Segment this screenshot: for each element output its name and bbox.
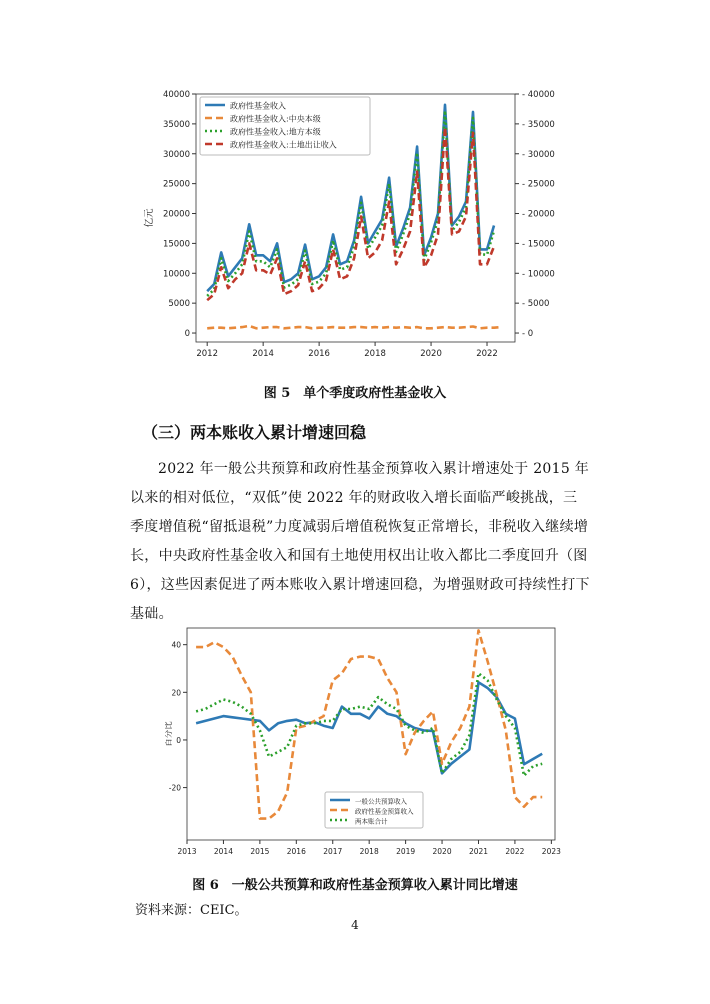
figure-6-caption: 图 6 一般公共预算和政府性基金预算收入累计同比增速 (192, 878, 518, 893)
figure-5-chart (140, 80, 560, 360)
x-tick-label: 2021 (468, 847, 489, 856)
x-tick-label: 2016 (286, 847, 306, 856)
x-tick-label: 2019 (396, 847, 416, 856)
y-tick-label: 10000 (162, 269, 190, 280)
x-tick-label: 2022 (476, 349, 498, 359)
body-paragraph: 2022 年一般公共预算和政府性基金预算收入累计增速处于 2015 年以来的相对低位，“双低”使 2022 年的财政收入增长面临严峻挑战，三季度增值税“留抵退税”力度减弱后增值税恢复正常增长，非税收入继续增长，中央政府性基金收入和国有土地使用权出让收入都比二季度回升（图 6），这些因素促进了两本账收入累计增速回稳，为增强财政可持续性打下基础。 (130, 461, 590, 622)
series-line-1 (196, 682, 542, 773)
y2-tick-label: - 40000 (522, 90, 555, 100)
x-tick-label: 2016 (308, 349, 330, 359)
y2-tick-label: - 5000 (522, 299, 550, 310)
series-line-2 (196, 630, 542, 818)
y-tick-label: 35000 (162, 119, 190, 130)
y-axis-label: 百分比 (165, 721, 174, 747)
y2-tick-label: - 30000 (522, 149, 555, 160)
y2-tick-label: - 10000 (522, 269, 555, 280)
legend-label: 两本账合计 (355, 817, 388, 826)
y2-tick-label: - 0 (522, 329, 534, 340)
x-tick-label: 2014 (213, 847, 233, 856)
y-tick-label: 0 (184, 329, 190, 340)
y-tick-label: 40000 (162, 90, 190, 100)
x-tick-label: 2014 (252, 349, 274, 359)
y2-tick-label: - 20000 (522, 209, 555, 220)
y-axis-label: 亿元 (144, 208, 155, 228)
y-tick-label: 5000 (168, 299, 190, 310)
legend-label: 一般公共预算收入 (355, 797, 407, 806)
source-note: 资料来源：CEIC。 (135, 903, 248, 918)
y-tick-label: 20000 (162, 209, 190, 220)
y2-tick-label: - 15000 (522, 239, 555, 250)
series-line-2 (207, 326, 501, 328)
figure-5-svg (140, 80, 560, 360)
x-tick-label: 2018 (364, 349, 386, 359)
legend-label: 政府性基金预算收入 (355, 807, 414, 816)
y2-tick-label: - 35000 (522, 119, 555, 130)
x-tick-label: 2015 (250, 847, 270, 856)
x-tick-label: 2018 (359, 847, 379, 856)
y-tick-label: 40 (171, 640, 181, 650)
legend-label: 政府性基金收入:土地出让收入 (230, 140, 337, 150)
y-tick-label: 30000 (162, 149, 190, 160)
section-heading: （三）两本账收入累计增速回稳 (142, 423, 367, 442)
page-number: 4 (351, 918, 359, 932)
figure-6-svg (165, 620, 575, 860)
y-tick-label: 15000 (162, 239, 190, 250)
figure-6-chart (165, 620, 575, 860)
x-tick-label: 2022 (505, 847, 525, 856)
x-tick-label: 2023 (541, 847, 561, 856)
x-tick-label: 2013 (177, 847, 197, 856)
y-tick-label: 20 (171, 688, 181, 698)
legend-label: 政府性基金收入:中央本级 (230, 114, 321, 124)
x-tick-label: 2020 (432, 847, 452, 856)
y2-tick-label: - 25000 (522, 179, 555, 190)
x-tick-label: 2012 (196, 349, 219, 359)
legend-label: 政府性基金收入 (230, 101, 286, 111)
x-tick-label: 2017 (323, 847, 343, 856)
y-tick-label: -20 (168, 783, 181, 793)
x-tick-label: 2020 (420, 349, 442, 359)
y-tick-label: 0 (176, 735, 181, 745)
figure-5-caption: 图 5 单个季度政府性基金收入 (263, 386, 447, 401)
y-tick-label: 25000 (162, 179, 190, 190)
legend-label: 政府性基金收入:地方本级 (230, 127, 321, 137)
